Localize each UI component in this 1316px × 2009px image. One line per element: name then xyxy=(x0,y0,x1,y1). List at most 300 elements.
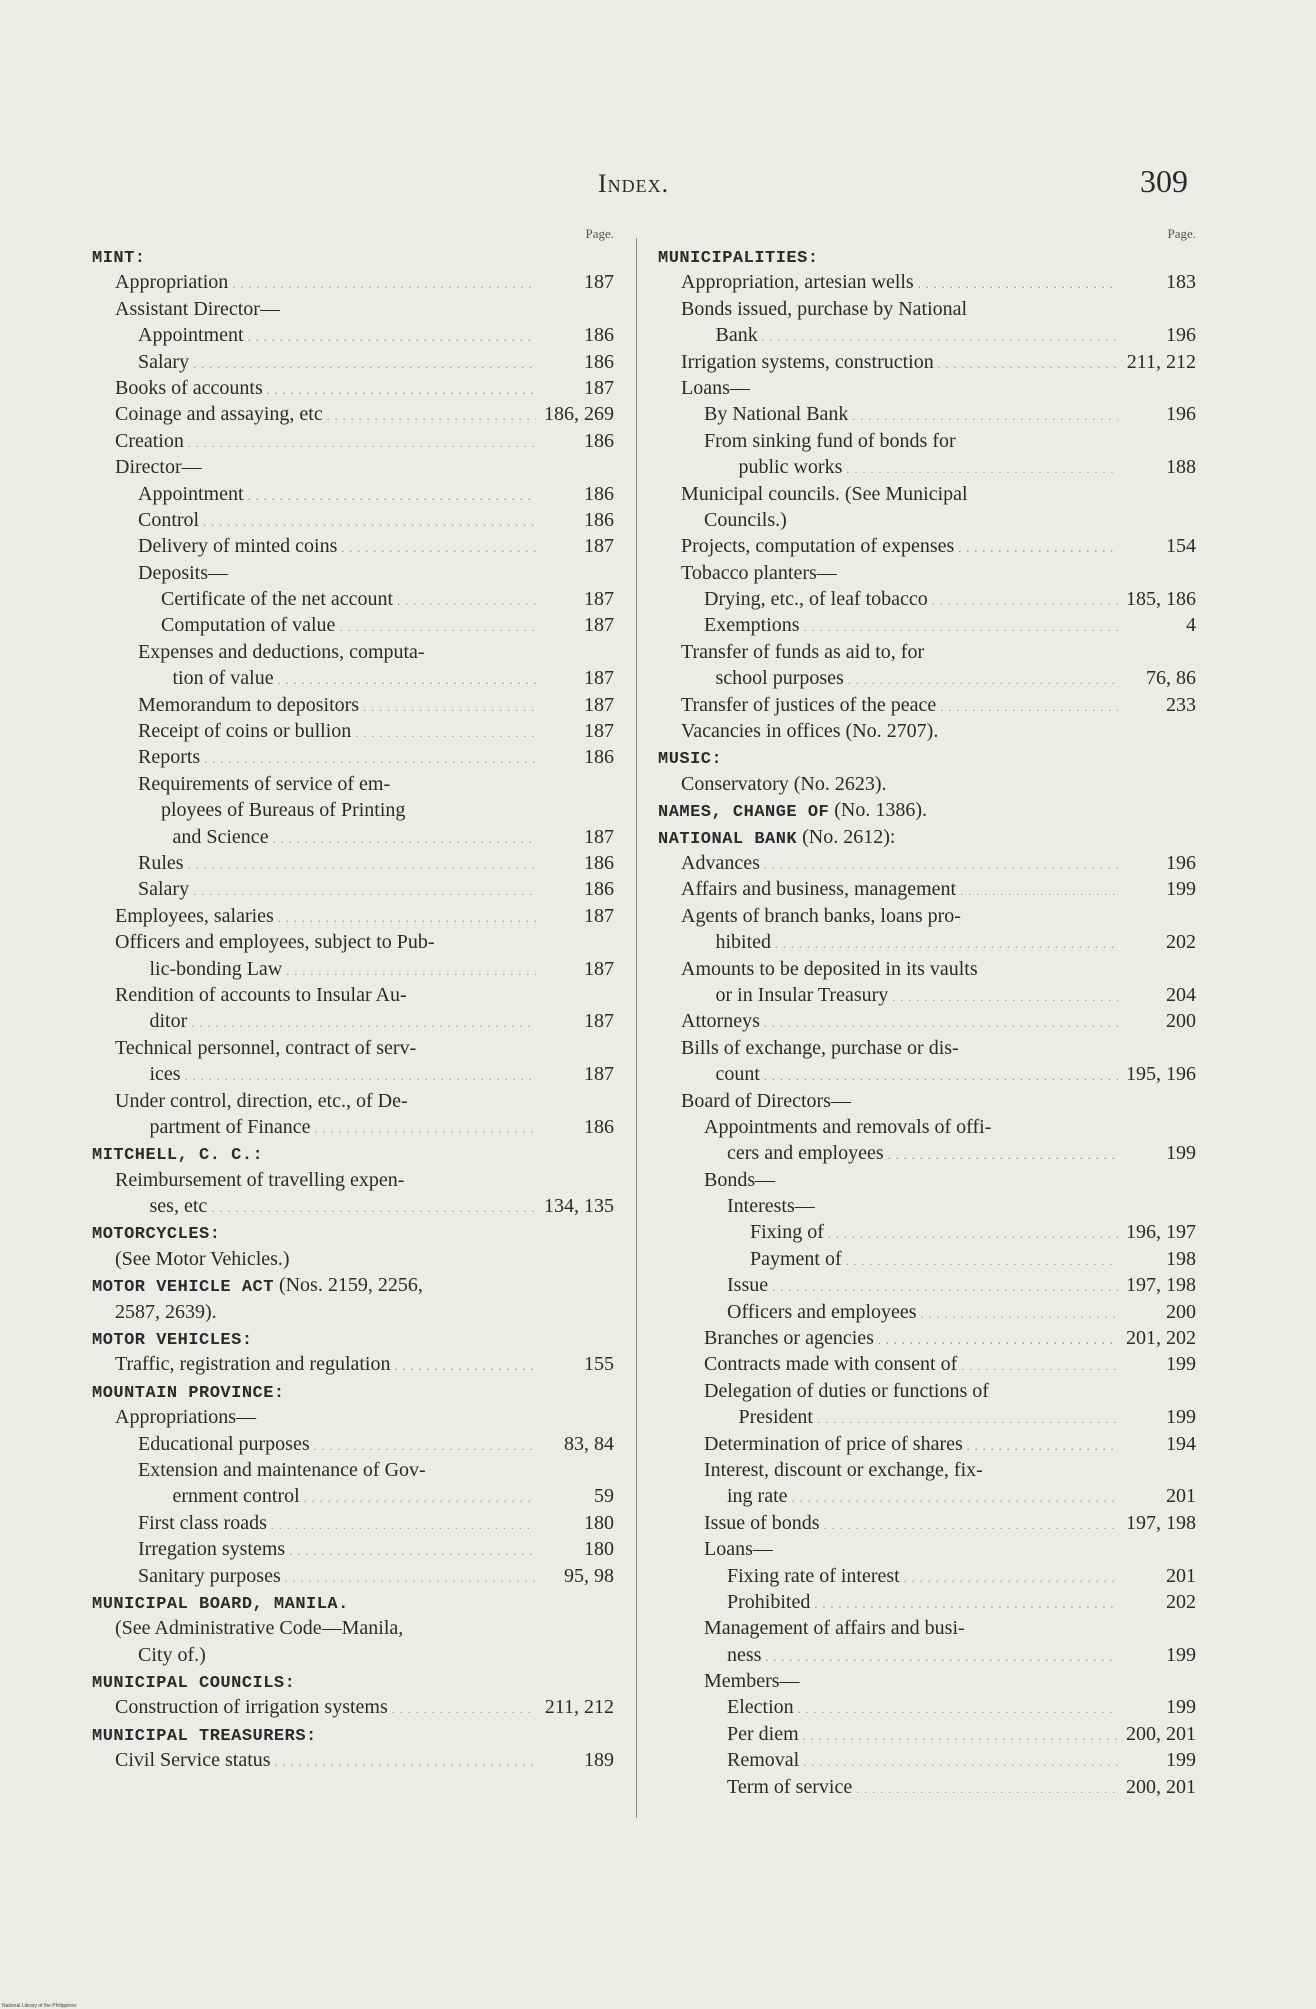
entry-text: or in Insular Treasury xyxy=(715,983,889,1006)
entry-label xyxy=(681,296,967,322)
entry-label xyxy=(115,1035,416,1061)
index-entry xyxy=(658,665,1196,691)
entry-text: Vacancies in offices (No. 2707). xyxy=(681,720,939,743)
index-entry xyxy=(92,481,614,507)
entry-text: MUNICIPALITIES: xyxy=(658,249,819,268)
page-header xyxy=(0,163,1316,203)
index-entry xyxy=(92,1694,614,1720)
entry-text: Salary xyxy=(138,350,190,373)
entry-label xyxy=(727,1747,1118,1775)
index-entry xyxy=(92,1008,614,1034)
entry-reference: (Nos. 2159, 2256, xyxy=(273,1274,423,1297)
entry-text: MOUNTAIN PROVINCE: xyxy=(92,1383,285,1403)
index-heading xyxy=(658,797,1196,823)
entry-label xyxy=(681,269,1118,297)
entry-label xyxy=(704,1325,1118,1353)
index-entry xyxy=(658,612,1196,638)
index-entry xyxy=(658,1325,1196,1351)
page-column-label: Page. xyxy=(1167,226,1196,241)
entry-text: Appointment xyxy=(138,324,244,347)
entry-label xyxy=(704,1431,1118,1459)
page-reference: 95, 98 xyxy=(564,1564,614,1587)
entry-text: Amounts to be deposited in its vaults xyxy=(681,957,978,980)
entry-label xyxy=(681,903,961,929)
index-entry xyxy=(92,269,614,295)
entry-label xyxy=(704,1167,775,1193)
index-heading xyxy=(658,744,1196,770)
page-reference: 211, 212 xyxy=(1126,350,1196,373)
page-reference: 186, 269 xyxy=(544,403,614,426)
index-entry xyxy=(92,560,614,586)
entry-label xyxy=(716,982,1119,1010)
index-entry xyxy=(92,1747,614,1773)
entry-label xyxy=(681,349,1118,377)
page-number: 309 xyxy=(1140,163,1188,199)
index-entry xyxy=(658,428,1196,454)
entry-label xyxy=(138,1510,536,1538)
entry-label xyxy=(727,1642,1118,1670)
index-entry xyxy=(658,1378,1196,1404)
index-entry xyxy=(92,1035,614,1061)
entry-label xyxy=(138,692,536,720)
page-reference: 194 xyxy=(1166,1432,1196,1455)
index-heading xyxy=(658,243,1196,269)
entry-label xyxy=(115,454,202,480)
index-heading xyxy=(92,1589,614,1615)
entry-text: Loans— xyxy=(681,376,750,399)
entry-label xyxy=(138,639,425,665)
index-entry xyxy=(658,1721,1196,1747)
entry-text: ing rate xyxy=(727,1485,788,1508)
index-heading xyxy=(658,824,1196,850)
page-reference: 134, 135 xyxy=(544,1195,614,1218)
entry-text: City of.) xyxy=(138,1643,206,1666)
entry-text: Branches or agencies xyxy=(704,1327,874,1350)
entry-text: ditor xyxy=(149,1010,188,1033)
page-reference: 186 xyxy=(584,851,614,874)
page-reference: 195, 196 xyxy=(1126,1063,1196,1086)
entry-text: MUNICIPAL BOARD, MANILA. xyxy=(92,1594,349,1614)
index-entry xyxy=(658,1642,1196,1668)
entry-label xyxy=(704,612,1118,640)
entry-label xyxy=(716,665,1119,693)
entry-label xyxy=(138,771,390,797)
entry-label xyxy=(681,771,887,797)
index-entry xyxy=(658,1246,1196,1272)
entry-label xyxy=(704,1378,989,1404)
entry-label xyxy=(138,1642,206,1668)
page-reference: 200, 201 xyxy=(1126,1775,1196,1798)
index-entry xyxy=(92,1193,614,1219)
entry-text: count xyxy=(715,1063,760,1086)
entry-text: Prohibited xyxy=(727,1590,811,1613)
entry-label xyxy=(138,533,536,561)
index-entry xyxy=(658,375,1196,401)
index-entry xyxy=(658,1510,1196,1536)
entry-text: First class roads xyxy=(138,1511,267,1534)
entry-label xyxy=(704,1510,1118,1538)
entry-text: Traffic, registration and regulation xyxy=(115,1353,391,1376)
index-entry xyxy=(92,797,614,823)
entry-text: Affairs and business, management xyxy=(681,878,957,901)
entry-text: Removal xyxy=(727,1749,800,1772)
entry-text: Per diem xyxy=(727,1722,799,1745)
entry-label xyxy=(681,533,1118,561)
entry-text: Control xyxy=(138,508,200,531)
index-entry xyxy=(658,1536,1196,1562)
entry-text: Bank xyxy=(715,324,758,347)
index-entry xyxy=(92,1536,614,1562)
entry-text: Books of accounts xyxy=(115,376,263,399)
entry-label xyxy=(115,269,536,297)
entry-text: Memorandum to depositors xyxy=(138,693,360,716)
entry-text: Rendition of accounts to Insular Au- xyxy=(115,983,407,1006)
entry-label xyxy=(727,1694,1118,1722)
index-entry xyxy=(658,1774,1196,1800)
entry-text: Expenses and deductions, computa- xyxy=(138,640,425,663)
entry-label xyxy=(704,1114,991,1140)
entry-text: school purposes xyxy=(715,667,844,690)
index-entry xyxy=(658,269,1196,295)
entry-text: tion of value xyxy=(172,667,274,690)
index-entry xyxy=(658,1615,1196,1641)
entry-label xyxy=(161,797,405,823)
entry-text: Bonds— xyxy=(704,1168,776,1191)
entry-text: Issue of bonds xyxy=(704,1511,820,1534)
index-entry xyxy=(92,349,614,375)
entry-label xyxy=(727,1774,1118,1802)
entry-label xyxy=(727,1483,1118,1511)
entry-text: ices xyxy=(149,1063,181,1086)
entry-label xyxy=(681,1008,1118,1036)
index-entry xyxy=(92,1088,614,1114)
index-entry xyxy=(658,1431,1196,1457)
page-reference: 196 xyxy=(1166,851,1196,874)
entry-label xyxy=(681,876,1118,904)
index-entry xyxy=(92,401,614,427)
index-entry xyxy=(92,1167,614,1193)
entry-text: Rules xyxy=(138,851,184,874)
entry-label xyxy=(704,1457,983,1483)
page-reference: 187 xyxy=(584,1010,614,1033)
entry-label xyxy=(658,824,895,853)
page-reference: 233 xyxy=(1166,693,1196,716)
entry-label xyxy=(681,692,1118,720)
entry-label xyxy=(115,1747,536,1775)
index-entry xyxy=(92,1246,614,1272)
entry-text: MOTOR VEHICLE ACT xyxy=(92,1278,274,1298)
index-entry xyxy=(92,824,614,850)
index-entry xyxy=(92,876,614,902)
entry-text: Projects, computation of expenses xyxy=(681,535,955,558)
page-reference: 186 xyxy=(584,324,614,347)
index-entry xyxy=(658,850,1196,876)
entry-text: Sanitary purposes xyxy=(138,1564,281,1587)
entry-label xyxy=(681,481,968,507)
index-entry xyxy=(658,1668,1196,1694)
entry-label xyxy=(115,1167,404,1193)
entry-text: Irregation systems xyxy=(138,1538,286,1561)
entry-text: Appropriation, artesian wells xyxy=(681,271,914,294)
index-entry xyxy=(658,903,1196,929)
index-entry xyxy=(92,1615,614,1641)
page-reference: 202 xyxy=(1166,1590,1196,1613)
entry-label xyxy=(739,454,1119,482)
entry-text: Reports xyxy=(138,746,201,769)
index-entry xyxy=(658,1088,1196,1114)
page-reference: 187 xyxy=(584,904,614,927)
page-reference: 186 xyxy=(584,482,614,505)
entry-text: President xyxy=(738,1406,813,1429)
scan-credit: National Library of the Philippines xyxy=(2,2003,77,2009)
entry-label xyxy=(138,507,536,535)
entry-text: Advances xyxy=(681,851,760,874)
index-entry xyxy=(658,1167,1196,1193)
page-reference: 199 xyxy=(1166,1353,1196,1376)
index-entry xyxy=(92,1457,614,1483)
entry-text: Officers and employees, subject to Pub- xyxy=(115,931,435,954)
entry-text: lic-bonding Law xyxy=(149,957,283,980)
index-heading xyxy=(92,1272,614,1298)
entry-label xyxy=(138,718,536,746)
entry-text: Contracts made with consent of xyxy=(704,1353,958,1376)
entry-text: Bonds issued, purchase by National xyxy=(681,297,968,320)
index-entry xyxy=(92,1483,614,1509)
page-reference: 200, 201 xyxy=(1126,1722,1196,1745)
index-entry xyxy=(658,639,1196,665)
entry-label xyxy=(150,1114,537,1142)
index-entry xyxy=(658,454,1196,480)
page-reference: 202 xyxy=(1166,931,1196,954)
entry-label xyxy=(115,1088,408,1114)
index-entry xyxy=(658,533,1196,559)
entry-text: Extension and maintenance of Gov- xyxy=(138,1458,426,1481)
entry-text: Transfer of justices of the peace xyxy=(681,693,937,716)
entry-text: Interest, discount or exchange, fix- xyxy=(704,1458,983,1481)
entry-text: Certificate of the net account xyxy=(161,588,394,611)
entry-label xyxy=(727,1272,1118,1300)
entry-label xyxy=(115,903,536,931)
entry-label xyxy=(115,982,407,1008)
index-entry xyxy=(92,1299,614,1325)
index-entry xyxy=(92,850,614,876)
entry-label xyxy=(138,876,536,904)
page-reference: 196 xyxy=(1166,403,1196,426)
entry-label xyxy=(716,929,1119,957)
entry-label xyxy=(150,1061,537,1089)
entry-label xyxy=(115,1615,403,1641)
entry-text: Delegation of duties or functions of xyxy=(704,1379,989,1402)
index-entry xyxy=(92,744,614,770)
entry-text: Bills of exchange, purchase or dis- xyxy=(681,1036,959,1059)
index-entry xyxy=(658,718,1196,744)
page-reference: 59 xyxy=(594,1485,614,1508)
entry-label xyxy=(681,1035,959,1061)
entry-label xyxy=(704,1536,773,1562)
index-entry xyxy=(658,1008,1196,1034)
page-reference: 186 xyxy=(584,746,614,769)
index-entry xyxy=(92,375,614,401)
index-entry xyxy=(92,1114,614,1140)
index-entry xyxy=(92,1642,614,1668)
entry-label xyxy=(115,375,536,403)
entry-label xyxy=(138,322,536,350)
entry-label xyxy=(115,1351,536,1379)
entry-text: Transfer of funds as aid to, for xyxy=(681,640,925,663)
entry-label xyxy=(173,1483,537,1511)
page-reference: 197, 198 xyxy=(1126,1274,1196,1297)
entry-label xyxy=(138,560,228,586)
right-entry-list xyxy=(658,243,1196,1800)
entry-text: ness xyxy=(727,1643,762,1666)
index-heading xyxy=(92,1219,614,1245)
entry-text: Creation xyxy=(115,429,184,452)
index-entry xyxy=(658,586,1196,612)
column-divider xyxy=(636,238,637,1818)
index-entry xyxy=(92,322,614,348)
entry-text: (See Administrative Code—Manila, xyxy=(115,1617,404,1640)
index-entry xyxy=(92,296,614,322)
entry-label xyxy=(750,1246,1118,1274)
index-heading xyxy=(92,1325,614,1351)
entry-label xyxy=(727,1299,1118,1327)
page-reference: 199 xyxy=(1166,878,1196,901)
index-heading xyxy=(92,1378,614,1404)
entry-text: Delivery of minted coins xyxy=(138,535,338,558)
entry-text: 2587, 2639). xyxy=(115,1300,217,1323)
index-entry xyxy=(92,639,614,665)
index-entry xyxy=(92,507,614,533)
entry-text: NATIONAL BANK xyxy=(658,829,798,849)
entry-text: Civil Service status xyxy=(115,1749,271,1772)
entry-text: Loans— xyxy=(704,1538,773,1561)
entry-text: Drying, etc., of leaf tobacco xyxy=(704,588,928,611)
index-entry xyxy=(658,560,1196,586)
page-reference: 76, 86 xyxy=(1146,667,1196,690)
entry-label xyxy=(681,375,750,401)
index-entry xyxy=(658,692,1196,718)
entry-label xyxy=(138,744,536,772)
page-reference: 187 xyxy=(584,957,614,980)
entry-text: Salary xyxy=(138,878,190,901)
page-reference: 201 xyxy=(1166,1564,1196,1587)
entry-text: Term of service xyxy=(727,1775,853,1798)
entry-label xyxy=(681,560,837,586)
page-reference: 187 xyxy=(584,720,614,743)
entry-text: Director— xyxy=(115,456,202,479)
index-entry xyxy=(92,612,614,638)
index-entry xyxy=(92,956,614,982)
entry-reference: (No. 1386). xyxy=(829,799,927,822)
entry-label xyxy=(727,1721,1118,1749)
entry-text: Attorneys xyxy=(681,1010,760,1033)
index-heading xyxy=(92,1721,614,1747)
entry-label xyxy=(161,612,536,640)
index-entry xyxy=(658,1747,1196,1773)
left-entry-list xyxy=(92,243,614,1774)
entry-label xyxy=(681,850,1118,878)
entry-label xyxy=(681,956,978,982)
entry-text: MOTORCYCLES: xyxy=(92,1225,221,1245)
entry-text: Irrigation systems, construction xyxy=(681,350,934,373)
index-entry xyxy=(658,956,1196,982)
entry-label xyxy=(138,1431,536,1459)
entry-label xyxy=(704,507,787,533)
entry-label xyxy=(727,1140,1118,1168)
index-entry xyxy=(658,349,1196,375)
entry-text: public works xyxy=(738,456,843,479)
entry-text: Employees, salaries xyxy=(115,904,274,927)
page-reference: 211, 212 xyxy=(544,1696,614,1719)
entry-text: Appointments and removals of offi- xyxy=(704,1115,992,1138)
index-entry xyxy=(92,1404,614,1430)
index-entry xyxy=(92,982,614,1008)
running-title: Index. xyxy=(598,169,670,198)
index-entry xyxy=(92,1563,614,1589)
index-entry xyxy=(658,1299,1196,1325)
entry-text: Payment of xyxy=(750,1247,842,1270)
entry-reference: (No. 2612): xyxy=(797,825,896,848)
entry-text: From sinking fund of bonds for xyxy=(704,429,956,452)
page-reference: 185, 186 xyxy=(1126,588,1196,611)
entry-label xyxy=(704,1615,965,1641)
index-heading xyxy=(92,1668,614,1694)
entry-label xyxy=(138,481,536,509)
index-entry xyxy=(92,428,614,454)
page-reference: 197, 198 xyxy=(1126,1511,1196,1534)
index-entry xyxy=(92,771,614,797)
index-entry xyxy=(92,586,614,612)
entry-label xyxy=(138,349,536,377)
index-entry xyxy=(658,1589,1196,1615)
entry-label xyxy=(727,1589,1118,1617)
entry-text: MITCHELL, C. C.: xyxy=(92,1146,264,1166)
page-reference: 198 xyxy=(1166,1247,1196,1270)
entry-text: Assistant Director— xyxy=(115,297,280,320)
index-entry xyxy=(658,876,1196,902)
page-reference: 196 xyxy=(1166,324,1196,347)
index-entry xyxy=(92,718,614,744)
entry-text: Coinage and assaying, etc xyxy=(115,403,323,426)
entry-text: hibited xyxy=(715,931,772,954)
entry-text: Fixing rate of interest xyxy=(727,1564,900,1587)
entry-text: MUNICIPAL COUNCILS: xyxy=(92,1674,296,1694)
index-entry xyxy=(92,1061,614,1087)
page-column-label: Page. xyxy=(585,226,614,241)
entry-text: Agents of branch banks, loans pro- xyxy=(681,904,961,927)
entry-text: MOTOR VEHICLES: xyxy=(92,1331,253,1351)
entry-label xyxy=(115,296,280,322)
index-entry xyxy=(658,401,1196,427)
page-reference: 83, 84 xyxy=(564,1432,614,1455)
page-reference: 187 xyxy=(584,614,614,637)
page-reference: 186 xyxy=(584,508,614,531)
index-entry xyxy=(658,1563,1196,1589)
page-reference: 183 xyxy=(1166,271,1196,294)
index-entry xyxy=(658,1061,1196,1087)
entry-label xyxy=(150,1008,537,1036)
index-entry xyxy=(92,1510,614,1536)
index-entry xyxy=(658,1140,1196,1166)
entry-text: cers and employees xyxy=(727,1142,884,1165)
page-reference: 186 xyxy=(584,429,614,452)
page-reference: 204 xyxy=(1166,983,1196,1006)
entry-label xyxy=(173,665,537,693)
index-entry xyxy=(658,507,1196,533)
entry-text: MINT: xyxy=(92,249,146,268)
page-reference: 201, 202 xyxy=(1126,1327,1196,1350)
index-entry xyxy=(658,296,1196,322)
